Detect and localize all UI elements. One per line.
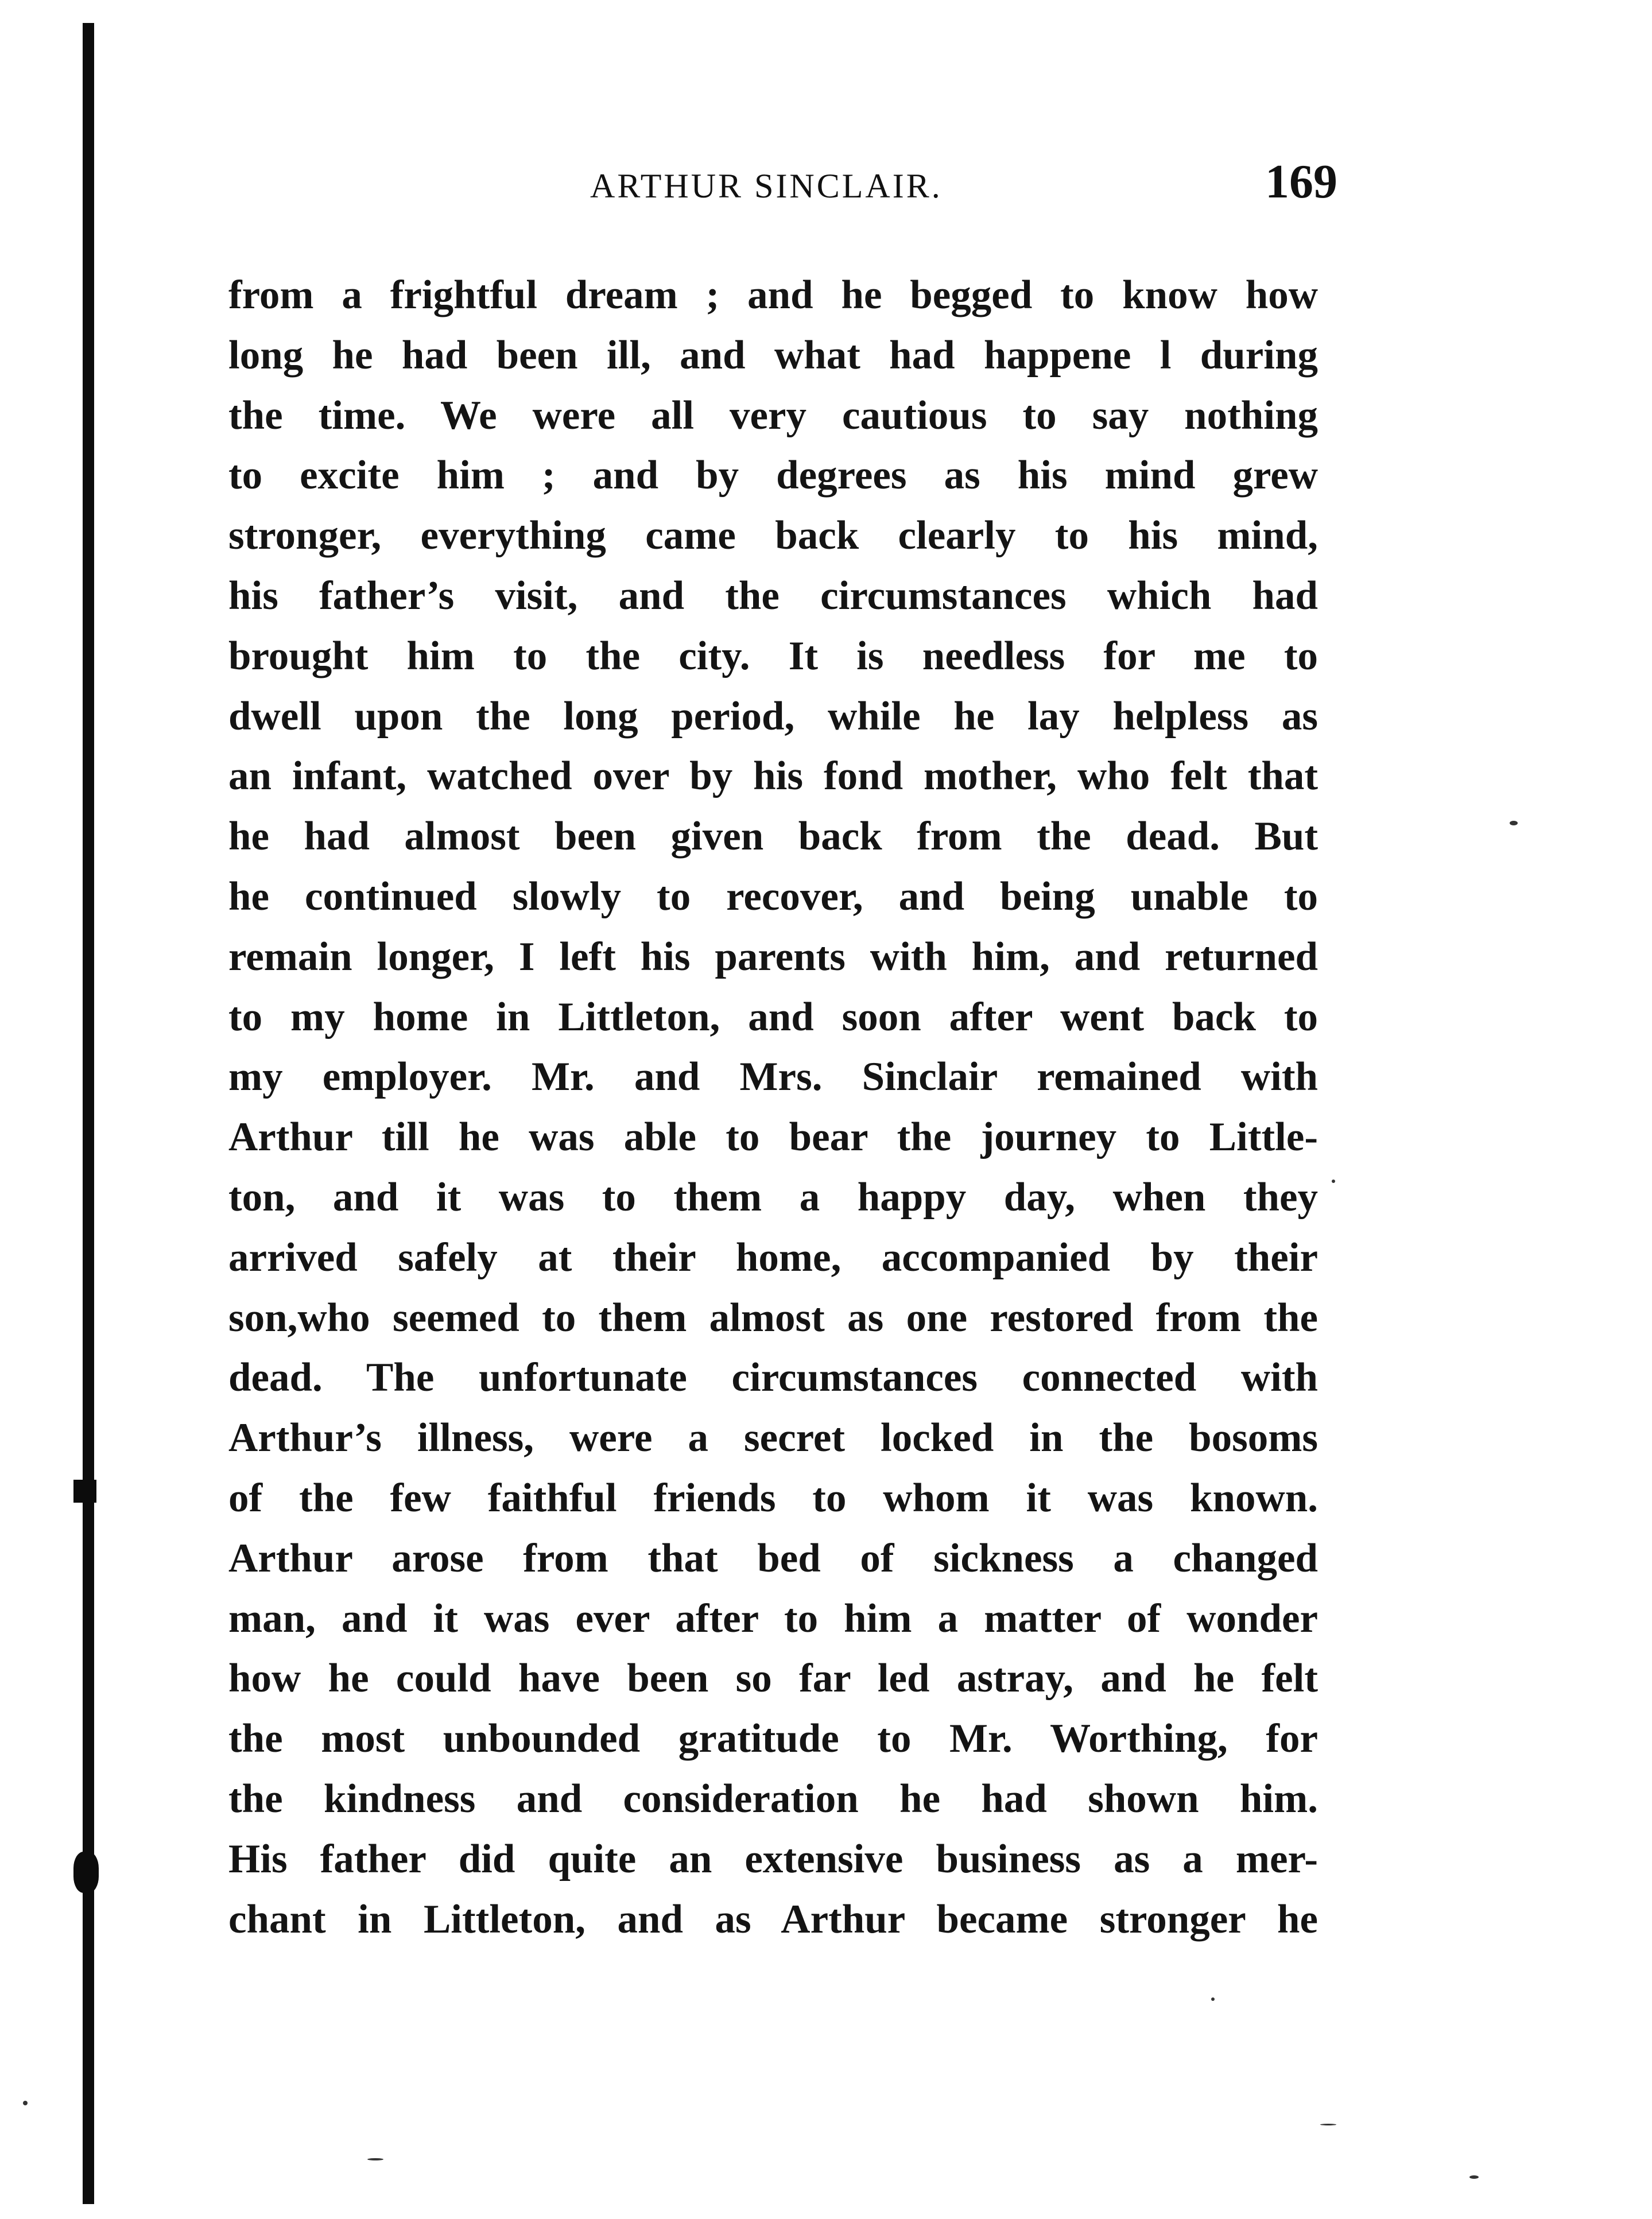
text-line: to excite him ; and by degrees as his mind grew bbox=[228, 453, 1318, 498]
text-line: stronger, everything came back clearly to his mind, bbox=[228, 513, 1318, 558]
text-line: son,who seemed to them almost as one restored from the bbox=[228, 1295, 1318, 1340]
text-line: my employer. Mr. and Mrs. Sinclair remained with bbox=[228, 1054, 1318, 1100]
text-line: ton, and it was to them a happy day, when they bbox=[228, 1174, 1318, 1220]
text-line: chant in Littleton, and as Arthur became stronger he bbox=[228, 1896, 1318, 1942]
text-line: brought him to the city. It is needless for me to bbox=[228, 633, 1318, 678]
scan-speck bbox=[23, 2101, 28, 2105]
text-line: Arthur till he was able to bear the journey to Little- bbox=[228, 1115, 1318, 1160]
page-number: 169 bbox=[1265, 155, 1337, 208]
text-line: man, and it was ever after to him a matter of wonder bbox=[228, 1596, 1318, 1641]
scan-speck bbox=[1320, 2124, 1336, 2125]
running-head bbox=[230, 154, 1337, 211]
text-line: he had almost been given back from the dead. But bbox=[228, 814, 1318, 859]
text-line: the time. We were all very cautious to say nothing bbox=[228, 393, 1318, 438]
scan-speck bbox=[1211, 1997, 1215, 2001]
text-line: arrived safely at their home, accompanied by their bbox=[228, 1235, 1318, 1280]
binding-notch bbox=[73, 1852, 99, 1893]
text-line: His father did quite an extensive business as a mer- bbox=[228, 1836, 1318, 1882]
text-line: the most unbounded gratitude to Mr. Worthing, for bbox=[228, 1716, 1318, 1762]
text-line: long he had been ill, and what had happene l during bbox=[228, 332, 1318, 378]
scan-speck bbox=[1510, 821, 1518, 825]
body-text bbox=[228, 265, 1318, 1949]
text-line: how he could have been so far led astray, and he felt bbox=[228, 1656, 1318, 1701]
text-line: from a frightful dream ; and he begged to know how bbox=[228, 273, 1318, 317]
text-line: dwell upon the long period, while he lay helpless as bbox=[228, 693, 1318, 739]
text-line: of the few faithful friends to whom it was known. bbox=[228, 1475, 1318, 1520]
text-line: dead. The unfortunate circumstances connected with bbox=[228, 1355, 1318, 1401]
text-line: the kindness and consideration he had shown him. bbox=[228, 1776, 1318, 1821]
scan-speck bbox=[1332, 1180, 1335, 1183]
scan-speck bbox=[1469, 2175, 1479, 2179]
text-line: to my home in Littleton, and soon after went back to bbox=[228, 994, 1318, 1039]
text-line: Arthur arose from that bed of sickness a changed bbox=[228, 1535, 1318, 1581]
text-line: remain longer, I left his parents with him, and returned bbox=[228, 934, 1318, 979]
running-title: ARTHUR SINCLAIR. bbox=[590, 167, 943, 205]
text-line: Arthur’s illness, were a secret locked in the bosoms bbox=[228, 1415, 1318, 1461]
scan-speck bbox=[367, 2158, 383, 2160]
text-line: he continued slowly to recover, and being unable to bbox=[228, 874, 1318, 919]
text-line: an infant, watched over by his fond mother, who felt that bbox=[228, 754, 1318, 799]
binding-notch bbox=[73, 1480, 96, 1503]
text-line: his father’s visit, and the circumstances which had bbox=[228, 573, 1318, 618]
